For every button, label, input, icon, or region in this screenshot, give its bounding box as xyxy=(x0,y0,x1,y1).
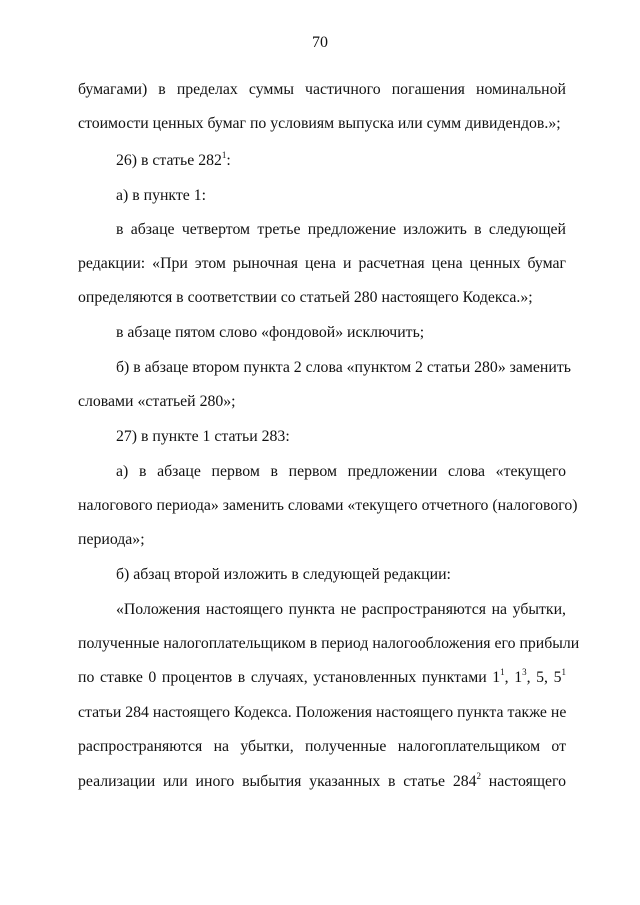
text-line: словами «статьей 280»; xyxy=(78,393,236,410)
text-line: б) в абзаце втором пункта 2 слова «пунктом 2 статьи 280» заменить xyxy=(116,359,571,376)
text-line: периода»; xyxy=(78,531,145,548)
text-line: в абзаце четвертом третье предложение изложить в следующей xyxy=(116,221,566,238)
text-line: распространяются на убытки, полученные налогоплательщиком от xyxy=(78,738,566,755)
superscript: 1 xyxy=(500,667,505,677)
text-line: определяются в соответствии со статьей 280 настоящего Кодекса.»; xyxy=(78,289,533,306)
text-line: 26) в статье $282^1$: xyxy=(116,150,231,169)
superscript: 2 xyxy=(476,771,482,781)
text-line: редакции: «При этом рыночная цена и расчетная цена ценных бумаг xyxy=(78,255,566,272)
text-line: полученные налогоплательщиком в период налогообложения его прибыли xyxy=(78,635,580,652)
superscript: 1 xyxy=(561,667,567,677)
text-line: а) в абзаце первом в первом предложении слова «текущего xyxy=(116,463,566,480)
text-line: б) абзац второй изложить в следующей редакции: xyxy=(116,566,451,583)
text-line: реализации или иного выбытия указанных в статье $284^2$ настоящего xyxy=(78,771,566,790)
page-number: 70 xyxy=(312,34,328,51)
superscript: 1 xyxy=(221,150,227,160)
text-line: а) в пункте 1: xyxy=(116,187,207,204)
text-line: по ставке 0 процентов в случаях, установленных пунктами $1^1$, $1^3$, 5, $5^1$ xyxy=(78,667,567,686)
text-line: стоимости ценных бумаг по условиям выпуска или сумм дивидендов.»; xyxy=(78,115,561,132)
text-line: статьи 284 настоящего Кодекса. Положения настоящего пункта также не xyxy=(78,704,567,721)
text-line: налогового периода» заменить словами «текущего отчетного (налогового) xyxy=(78,497,578,514)
text-line: «Положения настоящего пункта не распространяются на убытки, xyxy=(116,601,566,618)
text-line: бумагами) в пределах суммы частичного погашения номинальной xyxy=(78,81,566,98)
superscript: 3 xyxy=(522,667,527,677)
text-line: 27) в пункте 1 статьи 283: xyxy=(116,428,290,445)
text-line: в абзаце пятом слово «фондовой» исключить; xyxy=(116,324,425,341)
